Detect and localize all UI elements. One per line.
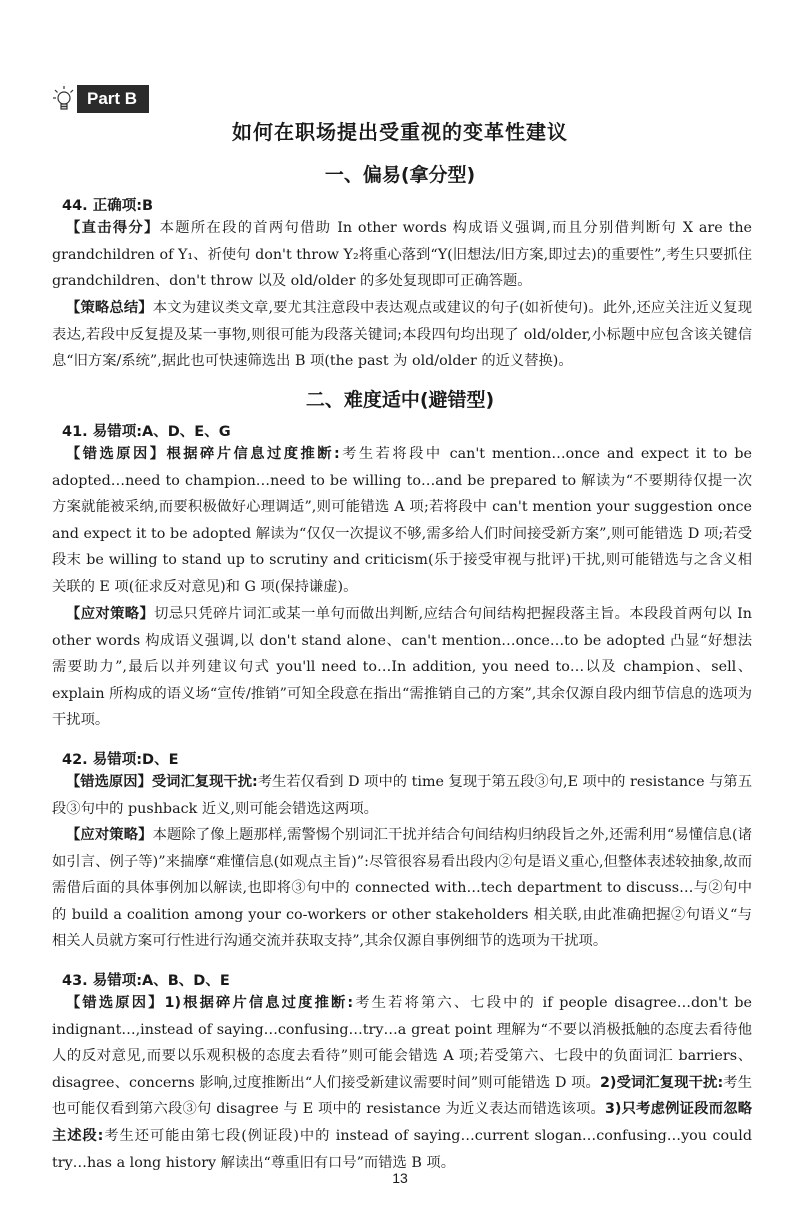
section-heading-easy: 一、偏易(拿分型) bbox=[324, 164, 476, 186]
question-41-strategy bbox=[52, 601, 752, 734]
question-42-strategy bbox=[52, 822, 752, 955]
question-44-analysis bbox=[52, 215, 752, 295]
question-43-error-cause bbox=[52, 990, 752, 1176]
question-44-head: 44. 正确项:B bbox=[62, 198, 154, 214]
page-title: 如何在职场提出受重视的变革性建议 bbox=[232, 120, 568, 144]
question-44-summary bbox=[52, 295, 752, 375]
tag-word-repeat: 2)受词汇复现干扰: bbox=[599, 1074, 724, 1091]
question-41-head: 41. 易错项:A、D、E、G bbox=[62, 424, 231, 440]
question-43-head: 43. 易错项:A、B、D、E bbox=[62, 973, 230, 989]
tag-error-cause: 【错选原因】1)根据碎片信息过度推断: bbox=[66, 995, 354, 1011]
tag-direct-score: 【直击得分】 bbox=[66, 220, 160, 236]
summary-text: 本文为建议类文章,要尤其注意段中表达观点或建议的句子(如祈使句)。此外,还应关注近义复现表达,若段中反复提及某一事物,则很可能为段落关键词;本段四句均出现了 old/older,小标题中应包含该关键信息“旧方案/系统”,据此也可快速筛选出 B 项(the past 为 old/older 的近义替换)。 bbox=[52, 300, 752, 370]
tag-error-cause: 【错选原因】受词汇复现干扰: bbox=[66, 774, 258, 790]
error-cause-text: 考生若仅看到 D 项中的 time 复现于第五段③句,E 项中的 resistance 与第五段③句中的 pushback 近义,则可能会错选这两项。 bbox=[52, 774, 752, 817]
question-41-error-cause bbox=[52, 441, 752, 601]
tag-strategy: 【应对策略】 bbox=[66, 606, 155, 622]
part-label: Part B bbox=[77, 85, 149, 113]
strategy-text: 本题除了像上题那样,需警惕个别词汇干扰并结合句间结构归纳段旨之外,还需利用“易懂信息(诸如引言、例子等)”来揣摩“难懂信息(如观点主旨)”:尽管很容易看出段内②句是语义重心,但整体表述较抽象,故而需借后面的具体事例加以解读,也即将③句中的 connected with…tech department to discuss…与②句中的 build a coalition among your co-workers or other stakeholders 相关联,由此准确把握②句语义“与相关人员就方案可行性进行沟通交流并获取支持”,其余仅源自事例细节的选项为干扰项。 bbox=[52, 827, 752, 950]
tag-error-cause: 【错选原因】根据碎片信息过度推断: bbox=[66, 446, 340, 462]
tag-strategy-summary: 【策略总结】 bbox=[66, 300, 153, 316]
lightbulb-icon bbox=[53, 85, 75, 113]
analysis-text: 本题所在段的首两句借助 In other words 构成语义强调,而且分别借判断句 X are the grandchildren of Y₁、祈使句 don't throw Y₂将重心落到“Y(旧想法/旧方案,即过去)的重要性”,考生只要抓住 grandchildren、don't throw 以及 old/older 的多处复现即可正确答题。 bbox=[52, 220, 752, 290]
tag-example-only: 3)只考虑例证段而忽略主述段: bbox=[52, 1101, 752, 1144]
question-42-error-cause bbox=[52, 769, 752, 822]
question-42-head: 42. 易错项:D、E bbox=[62, 752, 179, 768]
section-heading-medium: 二、难度适中(避错型) bbox=[305, 389, 495, 411]
error-cause-text-2: 考生也可能仅看到第六段③句 disagree 与 E 项中的 resistance 为近义表达而错选该项。 bbox=[52, 1074, 753, 1118]
tag-strategy: 【应对策略】 bbox=[66, 827, 153, 843]
error-cause-text-3: 考生还可能由第七段(例证段)中的 instead of saying…current slogan…confusing…you could try…has a long history 解读出“尊重旧有口号”而错选 B 项。 bbox=[52, 1127, 753, 1171]
error-cause-text: 考生若将段中 can't mention…once and expect it to be adopted…need to champion…need to be willing to…and be prepared to 解读为“不要期待仅提一次方案就能被采纳,而要积极做好心理调适”,则可能错选 A 项;若将段中 can't mention your suggestion once and expect it to be adopted 解读为“仅仅一次提议不够,需多给人们时间接受新方案”,则可能错选 D 项;若受段末 be willing to stand up to scrutiny and criticism(乐于接受审视与批评)干扰,则可能错选与之含义相关联的 E 项(征求反对意见)和 G 项(保持谦虚)。 bbox=[52, 446, 752, 595]
part-badge bbox=[53, 84, 149, 114]
strategy-text: 切忌只凭碎片词汇或某一单句而做出判断,应结合句间结构把握段落主旨。本段段首两句以 In other words 构成语义强调,以 don't stand alone、can't mention…once…to be adopted 凸显“好想法需要助力”,最后以并列建议句式 you'll need to…In addition, you need to…以及 champion、sell、explain 所构成的语义场“宣传/推销”可知全段意在指出“需推销自己的方案”,其余仅源自段内细节信息的选项为干扰项。 bbox=[52, 606, 752, 729]
page-number: 13 bbox=[392, 1170, 408, 1186]
error-cause-text-1: 考生若将第六、七段中的 if people disagree…don't be indignant…,instead of saying…confusing…try…a great point 理解为“不要以消极抵触的态度去看待他人的反对意见,而要以乐观积极的态度去看待”则可能会错选 A 项;若受第六、七段中的负面词汇 barriers、disagree、concerns 影响,过度推断出“人们接受新建议需要时间”则可能错选 D 项。 bbox=[52, 995, 752, 1091]
